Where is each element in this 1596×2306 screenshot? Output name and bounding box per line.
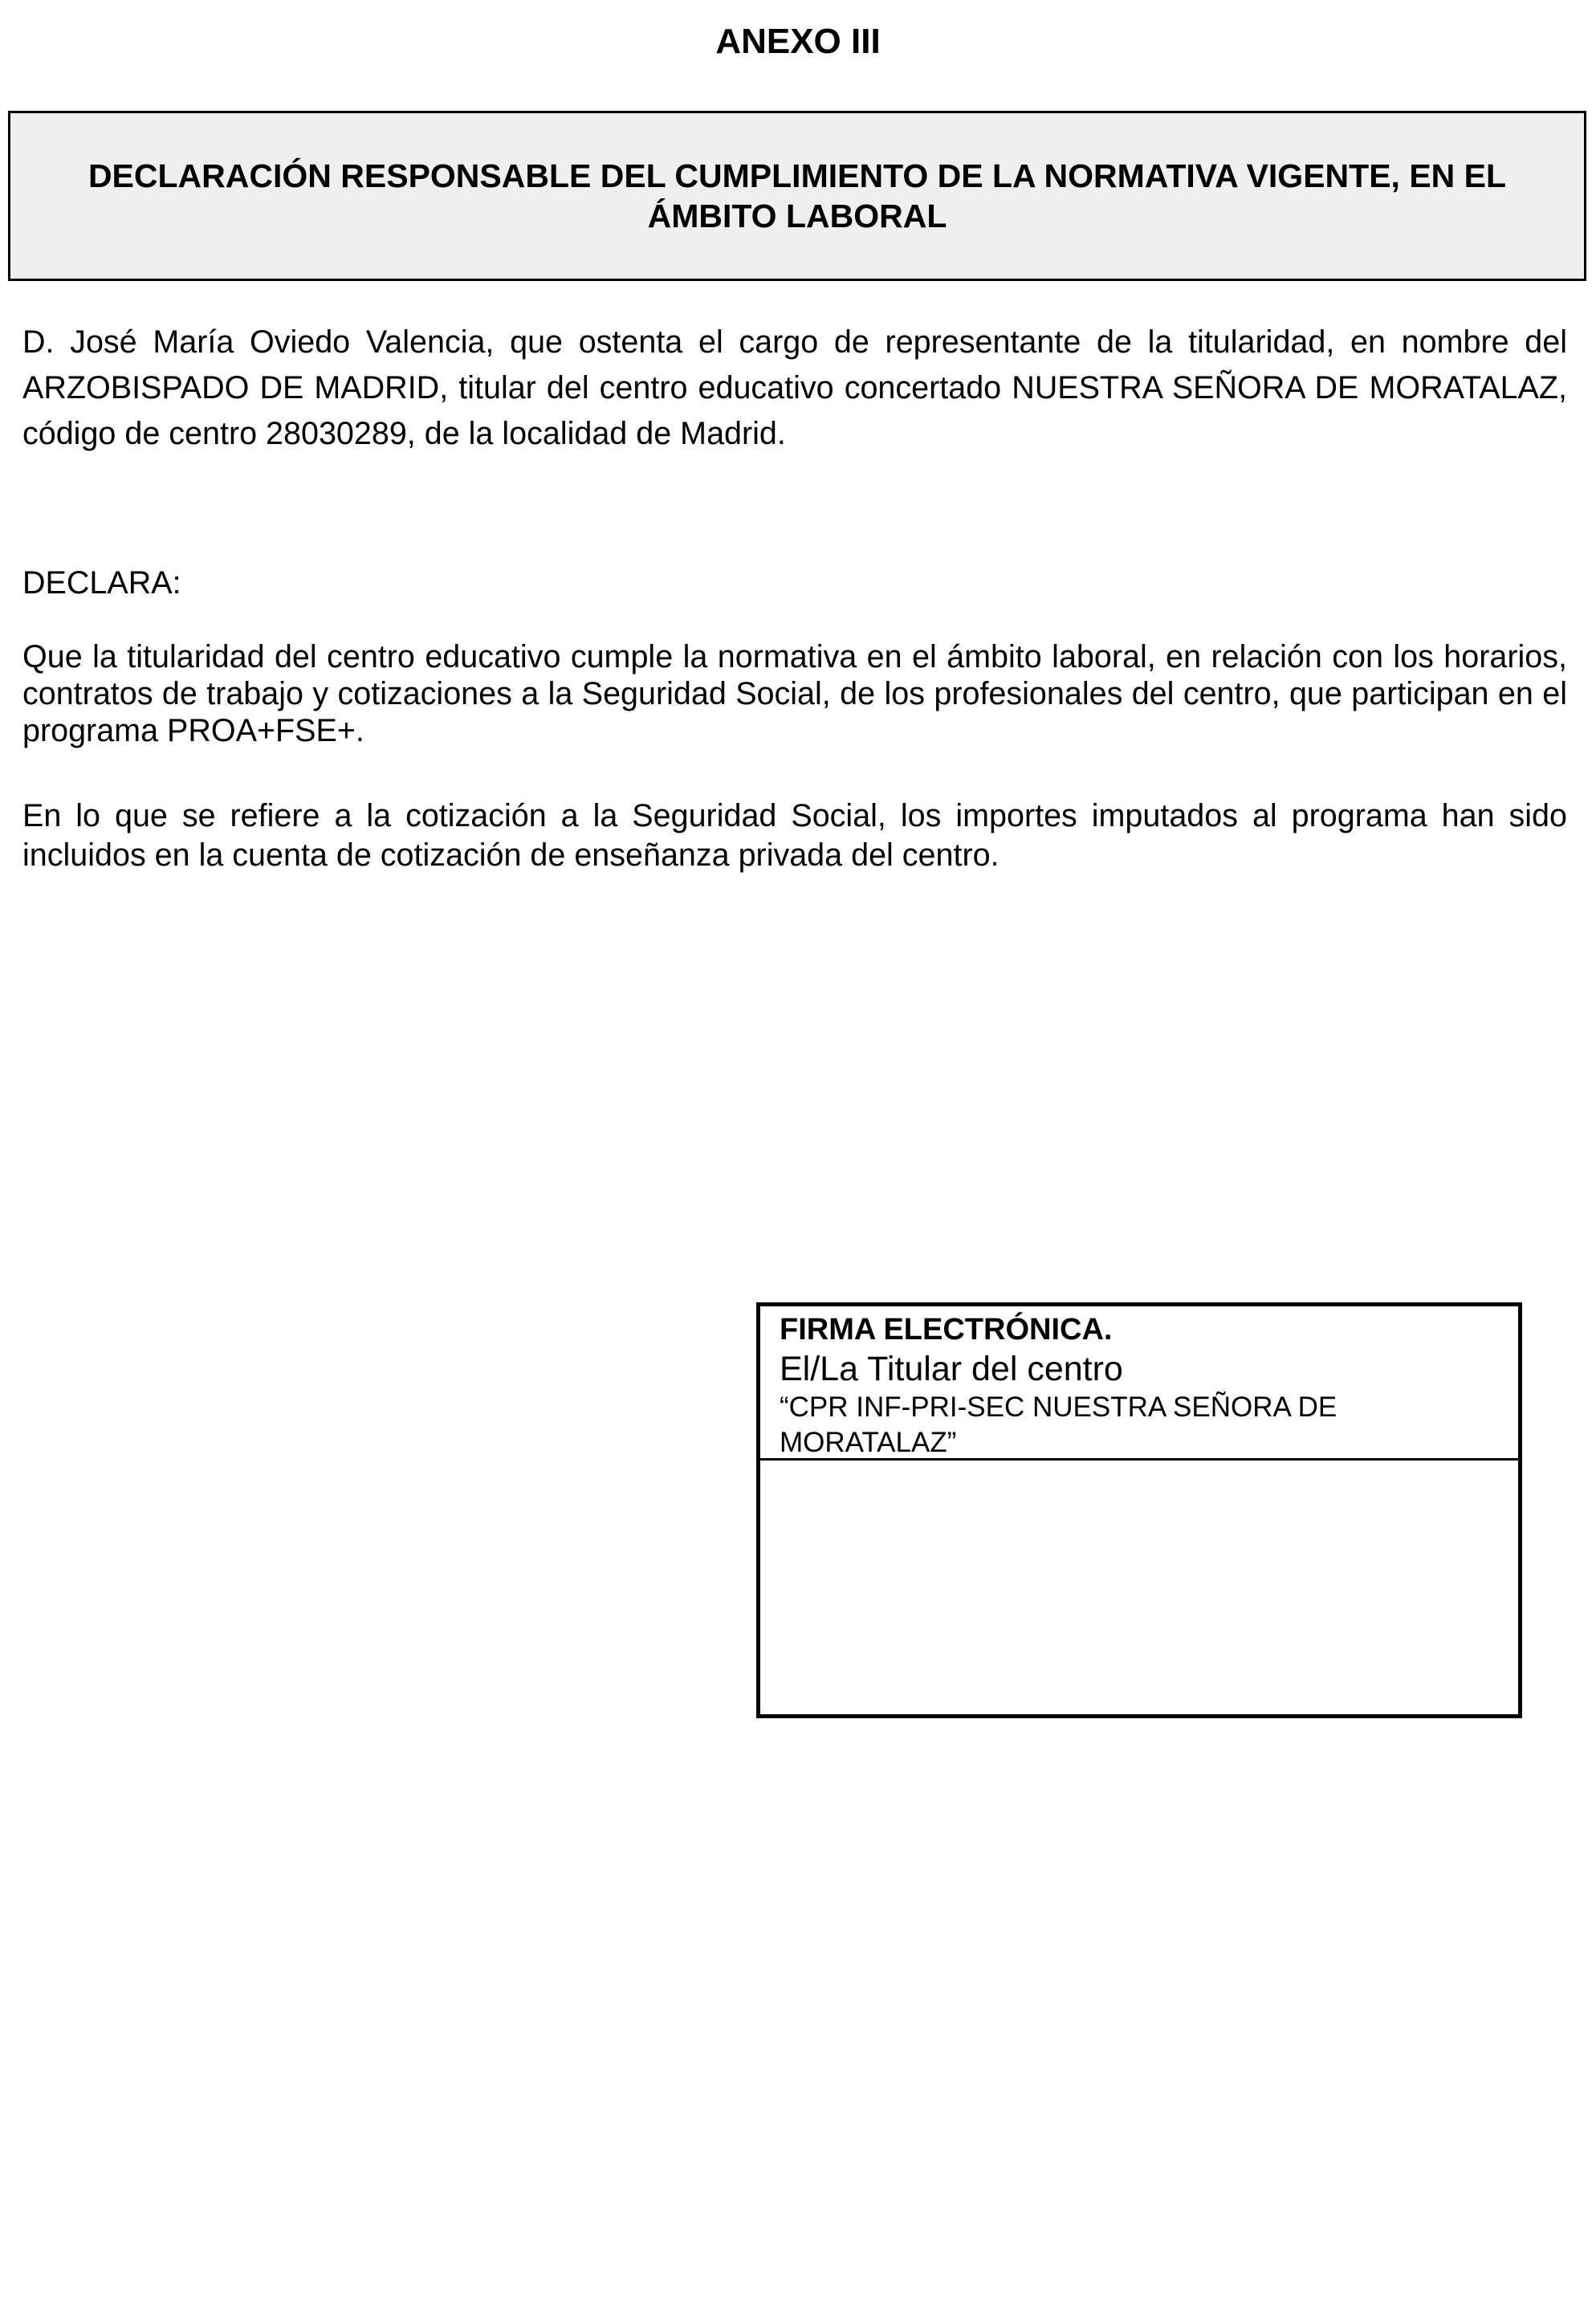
declaration-paragraph-2: En lo que se refiere a la cotización a la Seguridad Social, los importes imputados al programa han sido incluidos en la cuenta de cotización de enseñanza privada del centro. (22, 798, 1567, 873)
signature-header (760, 1306, 1518, 1461)
signature-area (760, 1461, 1518, 1714)
declaration-paragraph-1: Que la titularidad del centro educativo cumple la normativa en el ámbito laboral, en relación con los horarios, contratos de trabajo y cotizaciones a la Seguridad Social, de los profesionales del centro, que participan en el programa PROA+FSE+. (22, 639, 1567, 748)
declaration-title: DECLARACIÓN RESPONSABLE DEL CUMPLIMIENTO DE LA NORMATIVA VIGENTE, EN EL ÁMBITO LABORAL (88, 157, 1507, 234)
annex-title: ANEXO III (715, 22, 881, 61)
declaration-title-box (8, 111, 1586, 281)
intro-paragraph: D. José María Oviedo Valencia, que ostenta el cargo de representante de la titularidad, en nombre del ARZOBISPADO DE MADRID, titular del centro educativo concertado NUESTRA SEÑORA DE MORATALAZ, código de centro 28030289, de la localidad de Madrid. (22, 324, 1567, 451)
signature-center-name: “CPR INF-PRI-SEC NUESTRA SEÑORA DE MORATALAZ” (780, 1391, 1337, 1458)
signature-box (756, 1302, 1522, 1718)
signature-role: El/La Titular del centro (780, 1350, 1123, 1388)
signature-title: FIRMA ELECTRÓNICA. (780, 1313, 1113, 1347)
declara-label: DECLARA: (22, 565, 181, 601)
